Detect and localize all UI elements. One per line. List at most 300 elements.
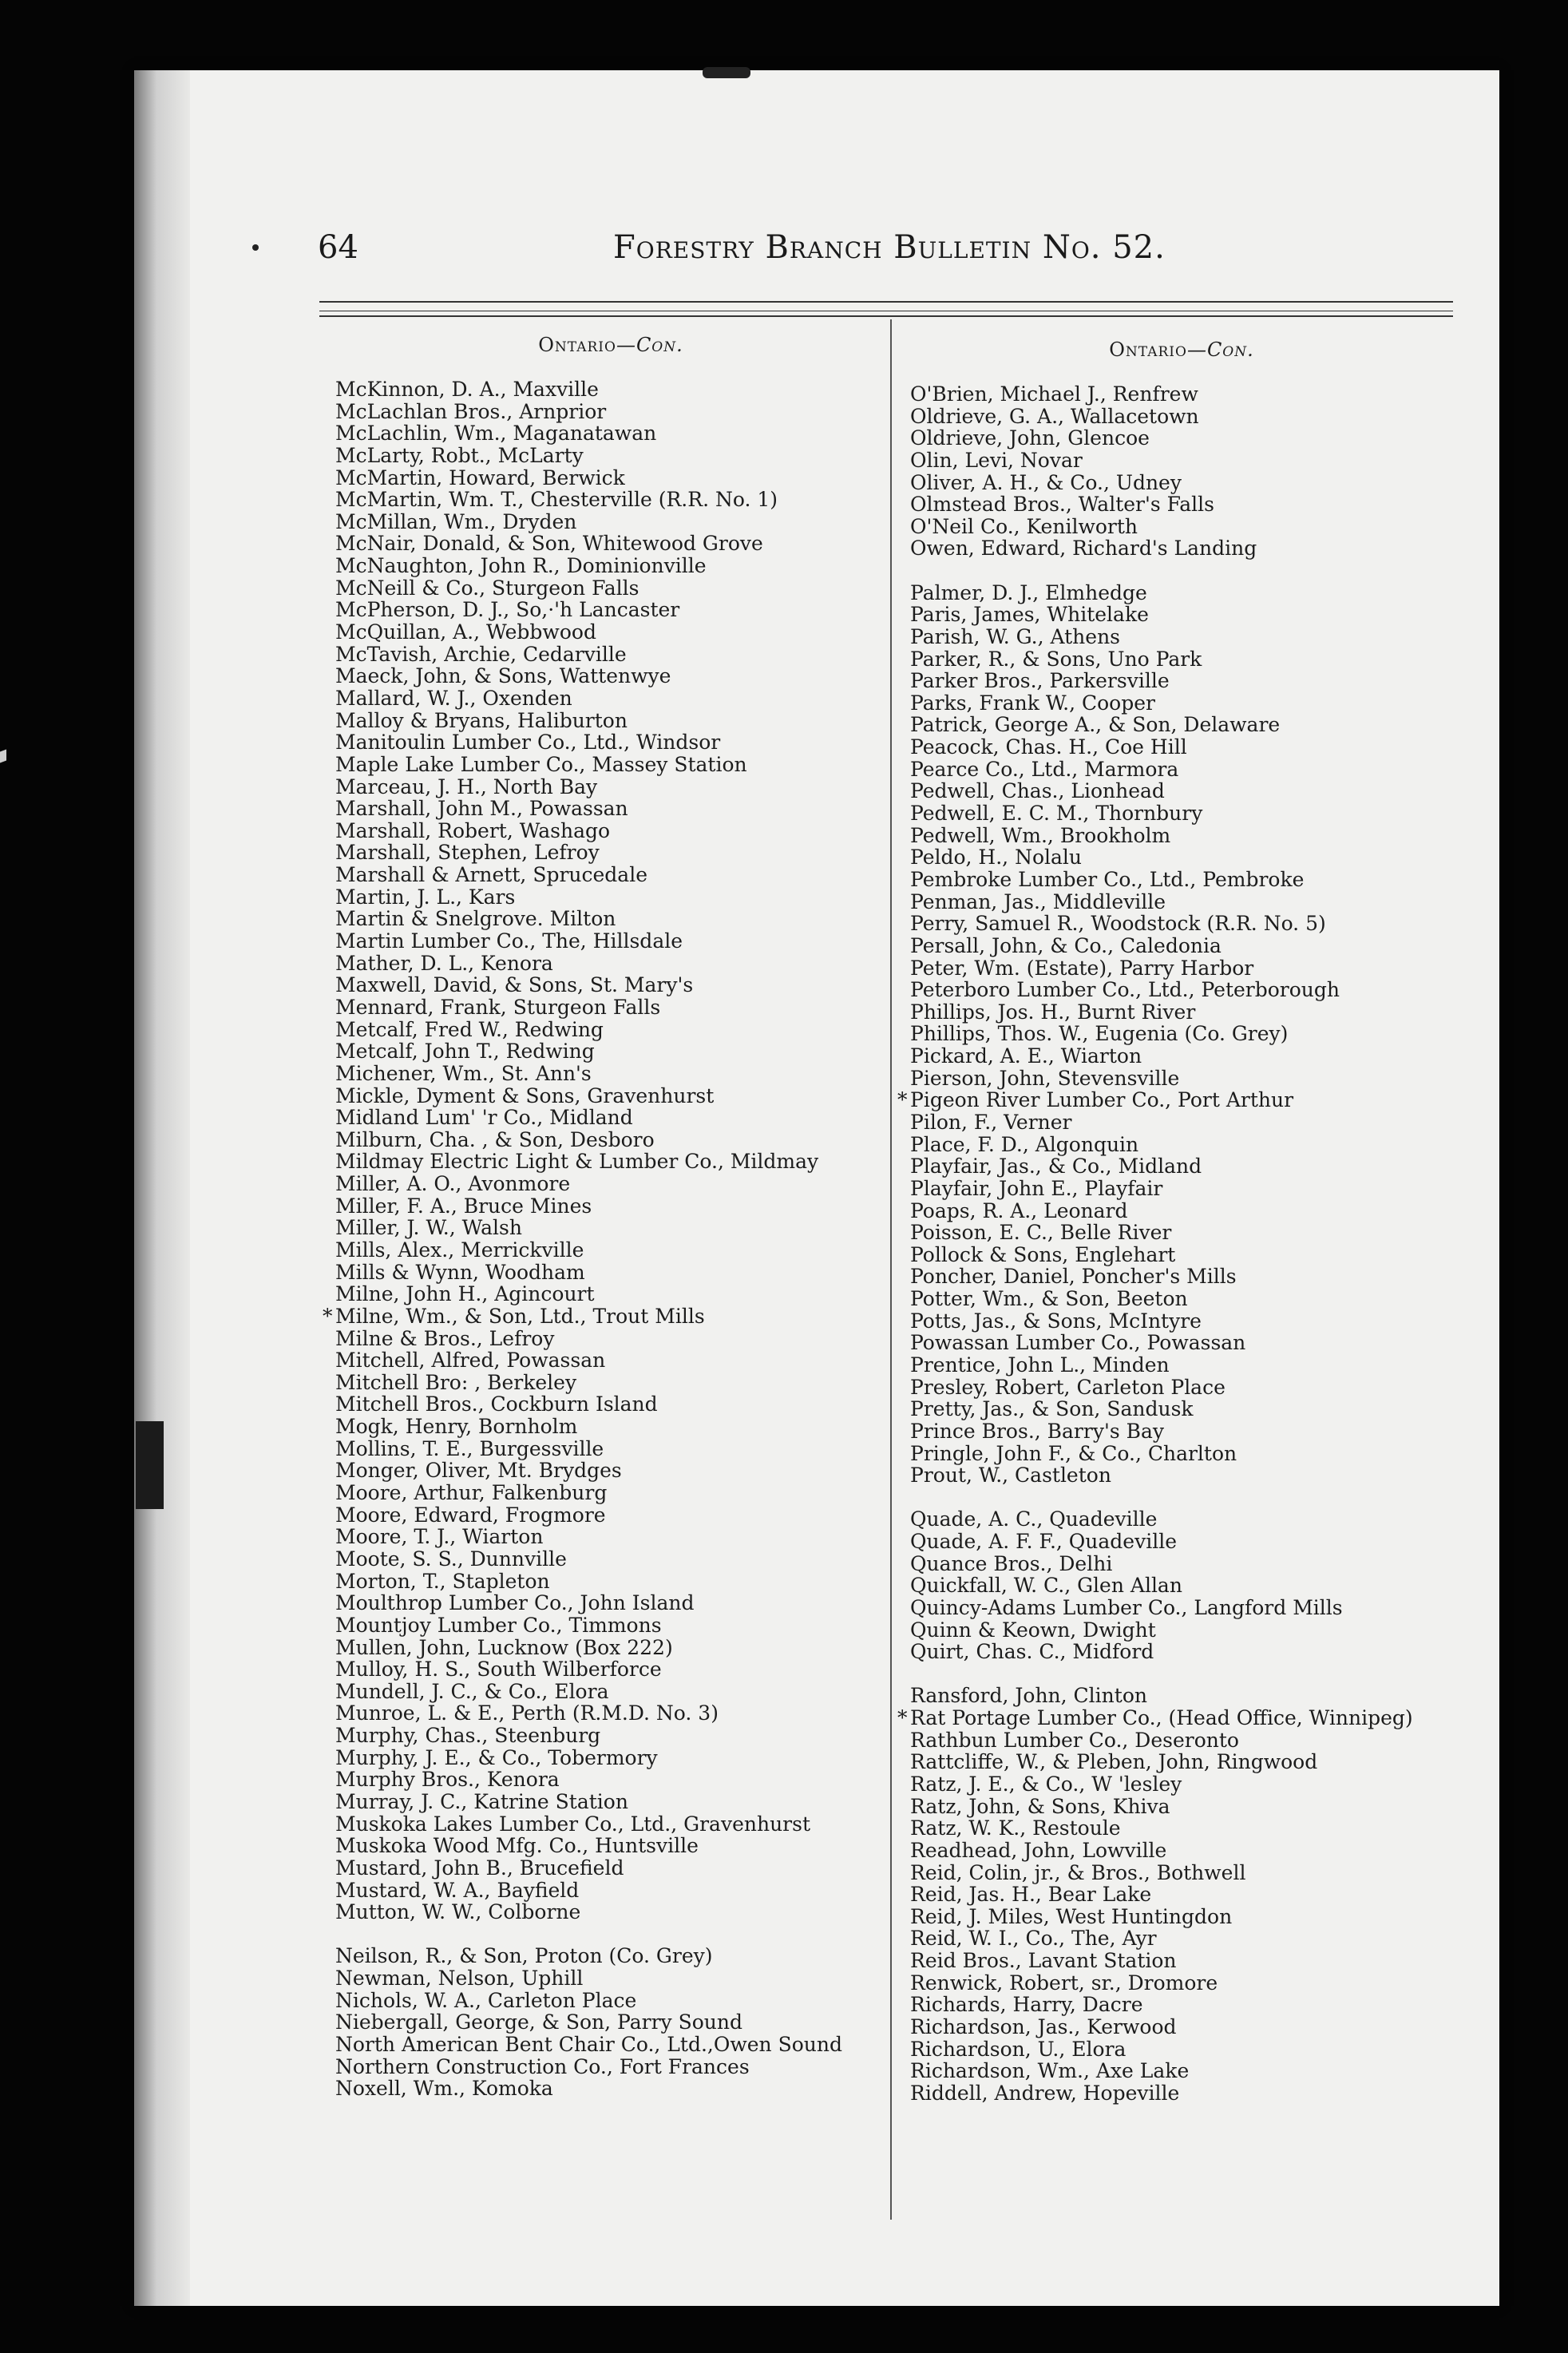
directory-entry [335, 798, 886, 820]
directory-entry [910, 846, 1453, 869]
directory-entry [335, 820, 886, 842]
directory-entry [910, 780, 1453, 802]
directory-entry [910, 1045, 1453, 1068]
directory-entry [910, 1398, 1453, 1420]
entry-text: Moore, Edward, Frogmore [335, 1503, 606, 1527]
entry-text: Pembroke Lumber Co., Ltd., Pembroke [910, 867, 1305, 891]
column-heading [910, 334, 1453, 366]
directory-entry [335, 1283, 886, 1305]
directory-entry [910, 1377, 1453, 1399]
directory-entry [910, 2060, 1453, 2082]
directory-entry [910, 1994, 1453, 2016]
directory-entry [335, 1107, 886, 1129]
entry-text: Maxwell, David, & Sons, St. Mary's [335, 973, 694, 997]
directory-entry [910, 1773, 1453, 1796]
directory-entry [910, 1023, 1453, 1045]
entry-text: Martin Lumber Co., The, Hillsdale [335, 929, 683, 953]
column-heading-continued: —Con. [616, 334, 683, 356]
entry-text: Reid, Jas. H., Bear Lake [910, 1883, 1152, 1907]
header-rule [319, 315, 1453, 317]
directory-entry [335, 2011, 886, 2034]
entry-text: Olmstead Bros., Walter's Falls [910, 493, 1215, 517]
entry-text: Quance Bros., Delhi [910, 1551, 1113, 1575]
entry-text: Metcalf, Fred W., Redwing [335, 1017, 604, 1041]
entry-text: Pedwell, E. C. M., Thornbury [910, 802, 1203, 826]
entry-text: Ransford, John, Clinton [910, 1684, 1147, 1708]
entry-text: Mutton, W. W., Colborne [335, 1900, 581, 1924]
entry-text: Peacock, Chas. H., Coe Hill [910, 735, 1187, 759]
entry-text: Mennard, Frank, Sturgeon Falls [335, 995, 661, 1019]
directory-entry [335, 1835, 886, 1857]
directory-entry [335, 1990, 886, 2012]
entry-text: Marshall, Robert, Washago [335, 818, 611, 842]
entry-text: Marshall & Arnett, Sprucedale [335, 863, 647, 887]
entry-text: Ratz, J. E., & Co., W 'lesley [910, 1772, 1182, 1796]
directory-entry [910, 1178, 1453, 1200]
directory-entry [910, 1817, 1453, 1840]
entry-text: Martin & Snelgrove. Milton [335, 907, 616, 931]
directory-entry [910, 1288, 1453, 1310]
directory-entry [910, 1840, 1453, 1862]
asterisk-marker: * [323, 1304, 333, 1328]
entry-text: Mollins, T. E., Burgessville [335, 1436, 604, 1460]
column-heading-continued: —Con. [1186, 339, 1254, 361]
directory-entry [335, 1195, 886, 1218]
directory-entry [910, 1111, 1453, 1134]
entry-text: Paris, James, Whitelake [910, 603, 1149, 627]
entry-text: McLachlan Bros., Arnprior [335, 399, 607, 423]
directory-entry [910, 1001, 1453, 1024]
entry-text: Powassan Lumber Co., Powassan [910, 1331, 1246, 1355]
entry-text: Rat Portage Lumber Co., (Head Office, Winnipeg) [910, 1706, 1413, 1730]
entry-text: Quincy-Adams Lumber Co., Langford Mills [910, 1595, 1343, 1619]
entry-text: Rattcliffe, W., & Pleben, John, Ringwood [910, 1750, 1318, 1774]
entry-text: Perry, Samuel R., Woodstock (R.R. No. 5) [910, 912, 1326, 936]
entry-text: Quade, A. C., Quadeville [910, 1507, 1158, 1531]
entry-text: Patrick, George A., & Son, Delaware [910, 713, 1281, 737]
directory-entry [910, 1641, 1453, 1663]
entry-text: McNaughton, John R., Dominionville [335, 554, 707, 578]
entry-text: Poisson, E. C., Belle River [910, 1221, 1172, 1245]
directory-entry [335, 1460, 886, 1482]
directory-entry [335, 1747, 886, 1769]
directory-entry [335, 1328, 886, 1350]
directory-entry [910, 825, 1453, 847]
entry-text: Munroe, L. & E., Perth (R.M.D. No. 3) [335, 1701, 719, 1725]
column-heading [335, 329, 886, 361]
entry-text: Peldo, H., Nolalu [910, 846, 1083, 870]
directory-entry [910, 759, 1453, 781]
entry-text: Nichols, W. A., Carleton Place [335, 1988, 637, 2012]
directory-entry [335, 1658, 886, 1681]
directory-entry [335, 710, 886, 732]
directory-entry [335, 1393, 886, 1416]
entry-text: Oldrieve, G. A., Wallacetown [910, 404, 1199, 428]
entry-text: Presley, Robert, Carleton Place [910, 1375, 1225, 1399]
entry-text: McLarty, Robt., McLarty [335, 443, 584, 467]
directory-entry [910, 1443, 1453, 1465]
directory-entry [910, 957, 1453, 980]
directory-entry [323, 1304, 886, 1328]
entry-text: Pringle, John F., & Co., Charlton [910, 1441, 1237, 1465]
asterisk-marker: * [897, 1088, 908, 1112]
directory-entry [335, 687, 886, 710]
left-entry-list [323, 378, 886, 2101]
entry-text: Mustard, W. A., Bayfield [335, 1878, 580, 1902]
directory-entry [335, 599, 886, 621]
directory-entry [910, 1464, 1453, 1487]
entry-text: Palmer, D. J., Elmhedge [910, 580, 1147, 604]
directory-entry [910, 582, 1453, 604]
entry-text: Murray, J. C., Katrine Station [335, 1790, 628, 1813]
directory-entry [335, 1791, 886, 1813]
entry-text: Midland Lum' 'r Co., Midland [335, 1106, 633, 1130]
directory-entry [335, 1637, 886, 1659]
entry-text: Riddell, Andrew, Hopeville [910, 2081, 1180, 2105]
directory-entry [335, 1526, 886, 1548]
directory-entry [910, 913, 1453, 935]
directory-entry [910, 1266, 1453, 1288]
entry-text: Readhead, John, Lowville [910, 1838, 1167, 1862]
entry-text: Reid, Colin, jr., & Bros., Bothwell [910, 1860, 1246, 1884]
entry-text: Ratz, W. K., Restoule [910, 1816, 1121, 1840]
directory-entry [910, 1531, 1453, 1553]
binding-tab [136, 1421, 164, 1509]
directory-entry [335, 401, 886, 423]
directory-entry [335, 2056, 886, 2078]
directory-entry [335, 422, 886, 445]
directory-entry [335, 1945, 886, 1967]
directory-entry [910, 979, 1453, 1001]
column-heading-province: Ontario [538, 334, 616, 356]
page-top-notch [703, 67, 750, 78]
directory-entry [335, 1967, 886, 1990]
directory-entry [910, 516, 1453, 538]
directory-entry [910, 1751, 1453, 1773]
directory-entry [335, 1504, 886, 1527]
entry-text: Quinn & Keown, Dwight [910, 1618, 1156, 1642]
entry-text: Mitchell, Alfred, Powassan [335, 1349, 606, 1373]
directory-entry [335, 1681, 886, 1703]
directory-entry [910, 2082, 1453, 2105]
entry-text: McPherson, D. J., So,·'h Lancaster [335, 598, 680, 622]
directory-entry [335, 1702, 886, 1725]
directory-entry [910, 1222, 1453, 1244]
entry-text: Quickfall, W. C., Glen Allan [910, 1574, 1182, 1598]
asterisk-marker: * [897, 1706, 908, 1730]
entry-text: Potts, Jas., & Sons, McIntyre [910, 1309, 1202, 1333]
entry-text: Ratz, John, & Sons, Khiva [910, 1794, 1170, 1818]
entry-text: Richardson, Wm., Axe Lake [910, 2059, 1190, 2083]
entry-text: Milne, Wm., & Son, Ltd., Trout Mills [335, 1304, 705, 1328]
directory-entry [335, 1019, 886, 1041]
entry-text: Moore, Arthur, Falkenburg [335, 1481, 608, 1505]
directory-entry [910, 1906, 1453, 1928]
entry-text: Moote, S. S., Dunnville [335, 1547, 567, 1571]
directory-entry [910, 1310, 1453, 1333]
directory-entry [910, 406, 1453, 428]
entry-text: Peter, Wm. (Estate), Parry Harbor [910, 956, 1254, 980]
directory-entry [335, 754, 886, 776]
directory-entry [910, 1508, 1453, 1531]
entry-text: Martin, J. L., Kars [335, 885, 516, 909]
entry-text: Mills & Wynn, Woodham [335, 1260, 585, 1284]
entry-text: McKinnon, D. A., Maxville [335, 378, 599, 401]
directory-entry [335, 1349, 886, 1372]
directory-entry [335, 1725, 886, 1747]
entry-text: Parks, Frank W., Cooper [910, 691, 1155, 715]
entry-text: Place, F. D., Algonquin [910, 1132, 1139, 1156]
directory-entry [910, 2016, 1453, 2038]
directory-entry [910, 2038, 1453, 2061]
directory-entry [897, 1088, 1453, 1112]
directory-entry [335, 1372, 886, 1394]
entry-text: Reid Bros., Lavant Station [910, 1949, 1177, 1973]
entry-text: Mitchell Bros., Cockburn Island [335, 1392, 658, 1416]
right-entry-list [897, 382, 1453, 2105]
directory-entry [910, 1575, 1453, 1597]
directory-entry [335, 1262, 886, 1284]
directory-entry [910, 1553, 1453, 1575]
column-divider [890, 319, 892, 2220]
directory-entry [910, 1884, 1453, 1906]
directory-entry [335, 1813, 886, 1836]
directory-entry [910, 935, 1453, 957]
entry-text: Mildmay Electric Light & Lumber Co., Mildmay [335, 1150, 819, 1174]
entry-text: Prince Bros., Barry's Bay [910, 1419, 1165, 1443]
directory-entry [335, 974, 886, 996]
entry-text: Maeck, John, & Sons, Wattenwye [335, 664, 671, 688]
directory-entry [335, 1548, 886, 1571]
entry-text: Milne, John H., Agincourt [335, 1282, 595, 1306]
entry-text: North American Bent Chair Co., Ltd.,Owen Sound [335, 2032, 842, 2056]
directory-entry [335, 1239, 886, 1262]
entry-text: Parker, R., & Sons, Uno Park [910, 647, 1202, 671]
directory-entry [910, 604, 1453, 626]
entry-text: Marceau, J. H., North Bay [335, 774, 598, 798]
entry-text: Olin, Levi, Novar [910, 448, 1083, 472]
directory-entry [335, 996, 886, 1019]
directory-entry [335, 776, 886, 798]
directory-entry [335, 489, 886, 511]
entry-text: Murphy, J. E., & Co., Tobermory [335, 1745, 658, 1769]
entry-text: Potter, Wm., & Son, Beeton [910, 1287, 1188, 1311]
directory-entry [335, 467, 886, 489]
directory-entry [335, 1901, 886, 1923]
entry-text: Pearce Co., Ltd., Marmora [910, 757, 1179, 781]
margin-mark [0, 750, 6, 763]
directory-entry [335, 378, 886, 401]
entry-text: Niebergall, George, & Son, Parry Sound [335, 2010, 742, 2034]
directory-entry [910, 736, 1453, 759]
entry-text: Muskoka Lakes Lumber Co., Ltd., Gravenhurst [335, 1812, 811, 1836]
directory-entry [897, 1706, 1453, 1730]
directory-entry [910, 493, 1453, 516]
entry-text: McQuillan, A., Webbwood [335, 620, 596, 644]
entry-text: Mitchell Bro: , Berkeley [335, 1370, 577, 1394]
directory-entry [335, 577, 886, 600]
directory-entry [910, 692, 1453, 715]
directory-entry [335, 1857, 886, 1880]
entry-text: Mustard, John B., Brucefield [335, 1856, 624, 1880]
entry-text: Mulloy, H. S., South Wilberforce [335, 1658, 662, 1682]
entry-text: Mountjoy Lumber Co., Timmons [335, 1613, 662, 1637]
directory-entry [335, 555, 886, 577]
directory-entry [335, 886, 886, 909]
directory-entry [910, 450, 1453, 472]
directory-entry [335, 665, 886, 687]
entry-text: Parker Bros., Parkersville [910, 669, 1170, 693]
right-column [897, 334, 1453, 2105]
entry-text: Reid, J. Miles, West Huntingdon [910, 1904, 1233, 1928]
directory-entry [910, 383, 1453, 406]
entry-text: Murphy, Chas., Steenburg [335, 1724, 601, 1748]
directory-entry [335, 1416, 886, 1438]
directory-entry [910, 537, 1453, 560]
entry-text: Milne & Bros., Lefroy [335, 1326, 555, 1350]
entry-text: Maple Lake Lumber Co., Massey Station [335, 752, 747, 776]
entry-text: McLachlin, Wm., Maganatawan [335, 422, 657, 446]
directory-entry [335, 1592, 886, 1614]
left-column [323, 329, 886, 2101]
directory-entry [335, 953, 886, 975]
entry-text: Pretty, Jas., & Son, Sandusk [910, 1397, 1194, 1421]
entry-text: Morton, T., Stapleton [335, 1569, 550, 1593]
entry-text: Poncher, Daniel, Poncher's Mills [910, 1265, 1237, 1289]
directory-entry [335, 1085, 886, 1107]
entry-text: Mallard, W. J., Oxenden [335, 686, 572, 710]
entry-text: Oldrieve, John, Glencoe [910, 426, 1150, 450]
directory-entry [335, 1173, 886, 1195]
entry-text: Mickle, Dyment & Sons, Gravenhurst [335, 1083, 715, 1107]
entry-text: Oliver, A. H., & Co., Udney [910, 470, 1182, 494]
entry-text: Murphy Bros., Kenora [335, 1768, 560, 1792]
entry-text: Miller, J. W., Walsh [335, 1216, 522, 1240]
directory-entry [910, 891, 1453, 913]
header-rule [319, 301, 1453, 303]
entry-text: Neilson, R., & Son, Proton (Co. Grey) [335, 1944, 713, 1968]
directory-entry [910, 1354, 1453, 1377]
entry-text: Moore, T. J., Wiarton [335, 1525, 544, 1549]
directory-entry [335, 864, 886, 886]
entry-text: Quirt, Chas. C., Midford [910, 1640, 1154, 1664]
entry-text: Phillips, Thos. W., Eugenia (Co. Grey) [910, 1022, 1289, 1046]
entry-text: Mills, Alex., Merrickville [335, 1238, 584, 1262]
entry-text: Parish, W. G., Athens [910, 624, 1121, 648]
directory-entry [910, 1244, 1453, 1266]
entry-text: Reid, W. I., Co., The, Ayr [910, 1927, 1157, 1951]
directory-entry [335, 2034, 886, 2056]
directory-entry [910, 648, 1453, 671]
directory-entry [335, 1769, 886, 1791]
directory-entry [335, 511, 886, 533]
page-number: 64 [318, 229, 358, 266]
entry-text: McMartin, Wm. T., Chesterville (R.R. No. 1) [335, 488, 778, 512]
entry-text: Marshall, John M., Powassan [335, 797, 628, 821]
directory-entry [335, 1040, 886, 1063]
entry-text: Manitoulin Lumber Co., Ltd., Windsor [335, 731, 721, 755]
directory-entry [335, 1482, 886, 1504]
directory-entry [910, 869, 1453, 891]
directory-entry [335, 1438, 886, 1460]
entry-text: Milburn, Cha. , & Son, Desboro [335, 1127, 655, 1151]
entry-text: Pickard, A. E., Wiarton [910, 1044, 1142, 1068]
entry-text: Persall, John, & Co., Caledonia [910, 933, 1222, 957]
directory-entry [910, 1068, 1453, 1090]
directory-entry [910, 1420, 1453, 1443]
entry-text: Pilon, F., Verner [910, 1111, 1072, 1134]
entry-text: Pollock & Sons, Englehart [910, 1242, 1176, 1266]
entry-text: Prentice, John L., Minden [910, 1353, 1170, 1377]
directory-entry [335, 2078, 886, 2100]
entry-text: Northern Construction Co., Fort Frances [335, 2054, 750, 2078]
entry-text: Miller, A. O., Avonmore [335, 1172, 571, 1196]
entry-text: Marshall, Stephen, Lefroy [335, 841, 600, 865]
entry-text: Mogk, Henry, Bornholm [335, 1415, 578, 1439]
entry-text: Mundell, J. C., & Co., Elora [335, 1679, 609, 1703]
entry-text: Pierson, John, Stevensville [910, 1066, 1180, 1090]
directory-entry [910, 1729, 1453, 1752]
entry-text: Peterboro Lumber Co., Ltd., Peterborough [910, 978, 1340, 1002]
directory-entry [910, 1862, 1453, 1884]
directory-entry [910, 626, 1453, 648]
entry-text: Newman, Nelson, Uphill [335, 1966, 584, 1990]
directory-entry [335, 1063, 886, 1085]
directory-entry [910, 1597, 1453, 1619]
directory-entry [335, 731, 886, 754]
entry-text: Metcalf, John T., Redwing [335, 1040, 595, 1064]
directory-entry [910, 1972, 1453, 1995]
directory-entry [335, 1880, 886, 1902]
entry-text: Rathbun Lumber Co., Deseronto [910, 1728, 1239, 1752]
directory-entry [910, 427, 1453, 450]
directory-entry [910, 1927, 1453, 1950]
entry-text: Pigeon River Lumber Co., Port Arthur [910, 1088, 1294, 1112]
directory-entry [910, 1200, 1453, 1222]
entry-text: Malloy & Bryans, Haliburton [335, 708, 628, 732]
running-head: Forestry Branch Bulletin No. 52. [613, 229, 1166, 266]
directory-entry [335, 644, 886, 666]
directory-entry [335, 1614, 886, 1637]
entry-text: Moulthrop Lumber Co., John Island [335, 1591, 695, 1615]
directory-entry [335, 445, 886, 467]
directory-entry [910, 1950, 1453, 1972]
entry-text: Noxell, Wm., Komoka [335, 2077, 553, 2101]
entry-text: McMillan, Wm., Dryden [335, 509, 577, 533]
entry-text: Penman, Jas., Middleville [910, 889, 1166, 913]
entry-text: Quade, A. F. F., Quadeville [910, 1530, 1177, 1554]
entry-text: Pedwell, Wm., Brookholm [910, 823, 1171, 847]
directory-entry [910, 802, 1453, 825]
entry-text: Michener, Wm., St. Ann's [335, 1061, 592, 1085]
entry-text: Monger, Oliver, Mt. Brydges [335, 1459, 622, 1483]
directory-entry [910, 1134, 1453, 1156]
entry-text: McMartin, Howard, Berwick [335, 465, 625, 489]
entry-text: Playfair, Jas., & Co., Midland [910, 1155, 1202, 1178]
page-binding-shadow [134, 70, 190, 2306]
directory-entry [335, 842, 886, 864]
entry-text: Poaps, R. A., Leonard [910, 1198, 1128, 1222]
entry-text: Mather, D. L., Kenora [335, 951, 553, 975]
directory-entry [910, 714, 1453, 736]
column-heading-province: Ontario [1109, 339, 1187, 361]
directory-entry [335, 1217, 886, 1239]
entry-text: Phillips, Jos. H., Burnt River [910, 1000, 1196, 1024]
entry-text: McNair, Donald, & Son, Whitewood Grove [335, 532, 763, 556]
entry-text: O'Neil Co., Kenilworth [910, 514, 1138, 538]
entry-text: McTavish, Archie, Cedarville [335, 642, 627, 666]
entry-text: Pedwell, Chas., Lionhead [910, 779, 1165, 803]
